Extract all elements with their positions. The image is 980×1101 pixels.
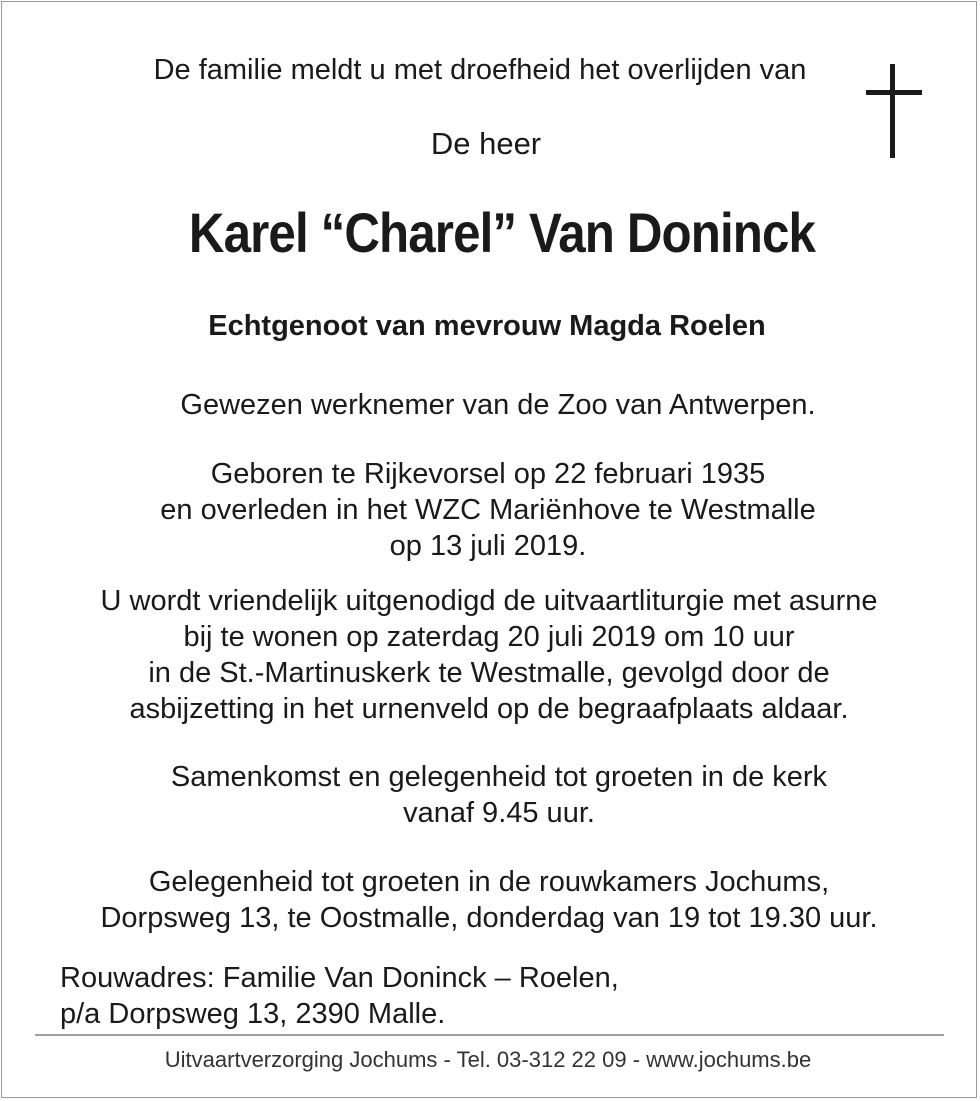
footer-contact: Uitvaartverzorging Jochums - Tel. 03-312 22 09 - www.jochums.be [164, 1047, 812, 1072]
service-line: U wordt vriendelijk uitgenodigd de uitvaartliturgie met asurne [100, 585, 878, 617]
service-line: asbijzetting in het urnenveld op de begraafplaats aldaar. [129, 693, 849, 725]
work-line: Gewezen werknemer van de Zoo van Antwerpen. [180, 389, 816, 421]
birth-line: Geboren te Rijkevorsel op 22 februari 1935 [210, 458, 766, 490]
birth-death-paragraph [0, 456, 978, 564]
deceased-name: Karel “Charel” Van Doninck [188, 201, 816, 264]
title-prefix: De heer [430, 126, 542, 161]
greeting-line: Gelegenheid tot groeten in de rouwkamers Jochums, [148, 866, 830, 898]
spouse-line: Echtgenoot van mevrouw Magda Roelen [208, 310, 766, 342]
intro-text: De familie meldt u met droefheid het overlijden van [153, 54, 807, 86]
address-line: p/a Dorpsweg 13, 2390 Malle. [60, 998, 446, 1030]
meeting-line: vanaf 9.45 uur. [403, 797, 595, 829]
greeting-line: Dorpsweg 13, te Oostmalle, donderdag van 19 tot 19.30 uur. [100, 902, 878, 934]
death-place-line: en overleden in het WZC Mariënhove te Westmalle [160, 494, 816, 526]
address-line: Rouwadres: Familie Van Doninck – Roelen, [60, 962, 619, 994]
meeting-line: Samenkomst en gelegenheid tot groeten in de kerk [170, 761, 828, 793]
mourning-address [60, 960, 619, 1032]
service-line: in de St.-Martinuskerk te Westmalle, gevolgd door de [148, 657, 830, 689]
service-paragraph [0, 583, 979, 727]
service-line: bij te wonen op zaterdag 20 juli 2019 om 10 uur [183, 621, 795, 653]
meeting-paragraph [9, 759, 980, 831]
greeting-paragraph [0, 864, 979, 936]
death-date-line: op 13 juli 2019. [389, 530, 587, 562]
footer-divider [35, 1034, 944, 1036]
